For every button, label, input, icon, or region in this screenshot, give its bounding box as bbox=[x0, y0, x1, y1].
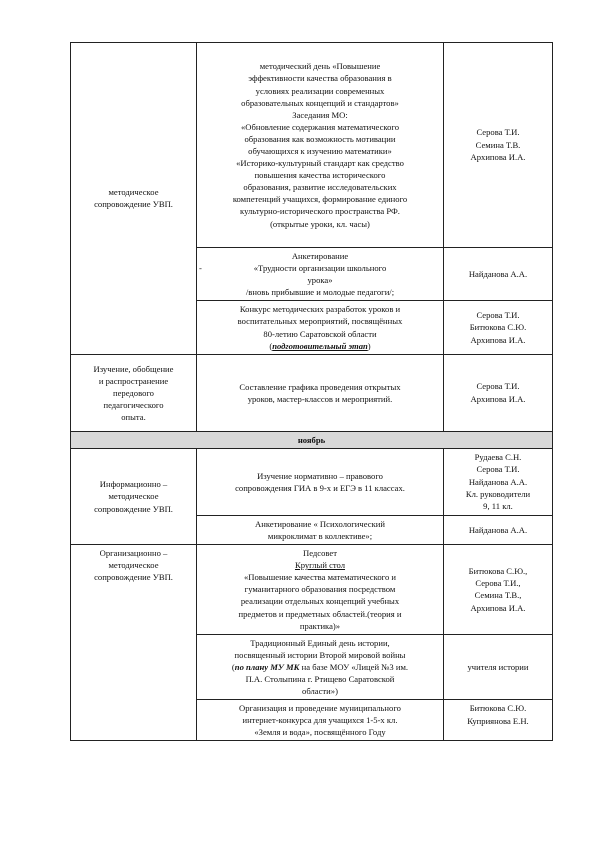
contest-text: интернет-конкурса для учащихся 1-5-х кл. bbox=[242, 715, 398, 726]
contest-text: Организация и проведение муниципального bbox=[239, 703, 401, 714]
council-topic: предметов и предметных областей.(теория и bbox=[238, 608, 402, 619]
contest-stage-line: (подготовительный этап) bbox=[269, 340, 371, 351]
responsible-name: 9, 11 кл. bbox=[483, 501, 513, 512]
contest-stage: подготовительный этап bbox=[272, 340, 368, 351]
work-cell bbox=[197, 301, 444, 354]
mo-history-text: образования, развитие исследовательских bbox=[243, 182, 397, 193]
area-text: методическое bbox=[108, 560, 159, 571]
area-text: методическое bbox=[108, 187, 159, 198]
responsible-name: Серова Т.И. bbox=[476, 127, 520, 138]
work-cell bbox=[197, 354, 444, 431]
mo-title: Заседания МО: bbox=[292, 109, 348, 120]
responsible-cell bbox=[444, 248, 553, 301]
responsible-name: Архипова И.А. bbox=[470, 602, 526, 613]
survey-dash: - bbox=[199, 263, 202, 273]
responsible-name: Битюкова С.Ю. bbox=[469, 322, 527, 333]
council-topic: практика)» bbox=[299, 620, 341, 631]
mo-math-text: образования как возможность мотивации bbox=[244, 133, 396, 144]
history-day-text: Традиционный Единый день истории, bbox=[250, 637, 390, 648]
area-cell bbox=[71, 448, 197, 544]
method-day-text: условиях реализации современных bbox=[255, 85, 385, 96]
table-row bbox=[71, 354, 553, 431]
responsible-name: Найданова А.А. bbox=[468, 476, 528, 487]
history-day-text: П.А. Столыпина г. Ртищево Саратовской bbox=[245, 674, 395, 684]
survey-text: Анкетирование « Психологический bbox=[255, 518, 385, 529]
survey-text: Анкетирование bbox=[291, 251, 349, 261]
contest-text: 80-летию Саратовской области bbox=[263, 328, 377, 339]
responsible-name: Найданова А.А. bbox=[468, 268, 528, 279]
responsible-name: Архипова И.А. bbox=[470, 393, 526, 404]
method-day-text: образовательных концепций и стандартов» bbox=[241, 97, 399, 108]
area-cell bbox=[71, 354, 197, 431]
area-text: сопровождение УВП. bbox=[94, 199, 173, 210]
council-topic: реализации отдельных концепций учебных bbox=[240, 596, 400, 607]
table-row bbox=[71, 43, 553, 248]
responsible-cell bbox=[444, 43, 553, 248]
area-text: сопровождение УВП. bbox=[94, 572, 173, 583]
council-title: Педсовет bbox=[303, 548, 337, 559]
history-day-text: на базе МОУ «Лицей №3 им. bbox=[299, 661, 409, 672]
area-text: Информационно – bbox=[99, 479, 168, 490]
area-text: передового bbox=[113, 387, 154, 398]
month-title: ноябрь bbox=[71, 431, 553, 448]
area-text: Изучение, обобщение bbox=[93, 363, 174, 374]
work-cell bbox=[197, 248, 444, 301]
mo-math-text: «Обновление содержания математического bbox=[240, 121, 400, 132]
responsible-cell bbox=[444, 545, 553, 635]
study-text: сопровождения ГИА в 9-х и ЕГЭ в 11 классах. bbox=[235, 482, 405, 493]
responsible-name: Серова Т.И. bbox=[476, 381, 520, 392]
area-text: педагогического bbox=[103, 399, 164, 410]
responsible-name: Битюкова С.Ю., bbox=[468, 565, 528, 576]
responsible-name: Кл. руководители bbox=[465, 489, 531, 500]
survey-text: урока» bbox=[307, 275, 333, 286]
survey-text: микроклимат в коллективе»; bbox=[267, 530, 373, 541]
contest-text: «Земля и вода», посвящённого Году bbox=[254, 727, 386, 738]
work-cell bbox=[197, 448, 444, 515]
area-cell bbox=[71, 43, 197, 355]
contest-text: Конкурс методических разработок уроков и bbox=[239, 304, 401, 315]
work-cell bbox=[197, 700, 444, 741]
responsible-name: Серова Т.И. bbox=[476, 309, 520, 320]
responsible-cell bbox=[444, 515, 553, 544]
work-cell bbox=[197, 545, 444, 635]
plan-table bbox=[70, 42, 553, 741]
method-day-text: методический день «Повышение bbox=[259, 61, 381, 72]
work-text: уроков, мастер-классов и мероприятий. bbox=[247, 393, 393, 404]
responsible-cell bbox=[444, 700, 553, 741]
table-row bbox=[71, 448, 553, 515]
responsible-cell bbox=[444, 301, 553, 354]
area-text: Организационно – bbox=[99, 548, 168, 559]
history-day-line: (по плану МУ МК на базе МОУ «Лицей №3 им. bbox=[231, 661, 409, 672]
study-text: Изучение нормативно – правового bbox=[257, 470, 383, 481]
work-cell bbox=[197, 634, 444, 699]
mo-history-text: культурно-исторического пространства РФ. bbox=[240, 206, 400, 217]
history-day-text: области») bbox=[302, 686, 338, 697]
area-cell bbox=[71, 545, 197, 741]
responsible-name: Битюкова С.Ю. bbox=[469, 703, 527, 714]
responsible-name: Серова Т.И., bbox=[475, 577, 521, 588]
responsible-name: Рудаева С.Н. bbox=[474, 451, 522, 462]
council-topic: «Повышение качества математического и bbox=[244, 572, 396, 583]
responsible-name: Архипова И.А. bbox=[470, 334, 526, 345]
method-day-text: эффективности качества образования в bbox=[248, 73, 392, 84]
responsible-name: Семина Т.В. bbox=[475, 139, 521, 150]
table-row bbox=[71, 545, 553, 635]
mo-history-text: (открытые уроки, кл. часы) bbox=[270, 218, 370, 229]
survey-text: /вновь прибывшие и молодые педагоги/; bbox=[245, 287, 395, 298]
history-plan: по плану МУ МК bbox=[234, 661, 300, 672]
round-table-title: Круглый стол bbox=[294, 560, 346, 571]
work-cell bbox=[197, 515, 444, 544]
responsible-name: Найданова А.А. bbox=[468, 524, 528, 535]
mo-history-text: «Историко-культурный стандарт как средство bbox=[236, 158, 404, 169]
area-text: методическое bbox=[108, 491, 159, 502]
work-text: Составление графика проведения открытых bbox=[239, 381, 401, 392]
contest-text: воспитательных мероприятий, посвящённых bbox=[237, 316, 403, 327]
mo-math-text: обучающихся к изучению математики» bbox=[248, 146, 392, 156]
responsible-name: Куприянова Е.Н. bbox=[467, 715, 529, 726]
responsible-cell bbox=[444, 448, 553, 515]
responsible-name: Семина Т.В., bbox=[474, 590, 522, 601]
mo-history-text: повышения качества исторического bbox=[254, 170, 386, 181]
work-cell bbox=[197, 43, 444, 248]
responsible-name: учителя истории bbox=[467, 661, 529, 672]
survey-text: «Трудности организации школьного bbox=[253, 263, 387, 274]
area-text: сопровождение УВП. bbox=[94, 503, 173, 514]
history-day-text: посвященный истории Второй мировой войны bbox=[234, 649, 406, 660]
contest-line bbox=[200, 328, 440, 340]
council-topic: гуманитарного образования посредством bbox=[244, 584, 396, 595]
responsible-name: Серова Т.И. bbox=[476, 464, 520, 475]
responsible-name: Архипова И.А. bbox=[470, 152, 526, 163]
area-text: и распространение bbox=[98, 375, 169, 386]
mo-history-text: компетенций учащихся, формирование единого bbox=[232, 194, 408, 205]
area-text: опыта. bbox=[121, 411, 146, 422]
responsible-cell bbox=[444, 634, 553, 699]
responsible-cell bbox=[444, 354, 553, 431]
month-header-row bbox=[71, 431, 553, 448]
